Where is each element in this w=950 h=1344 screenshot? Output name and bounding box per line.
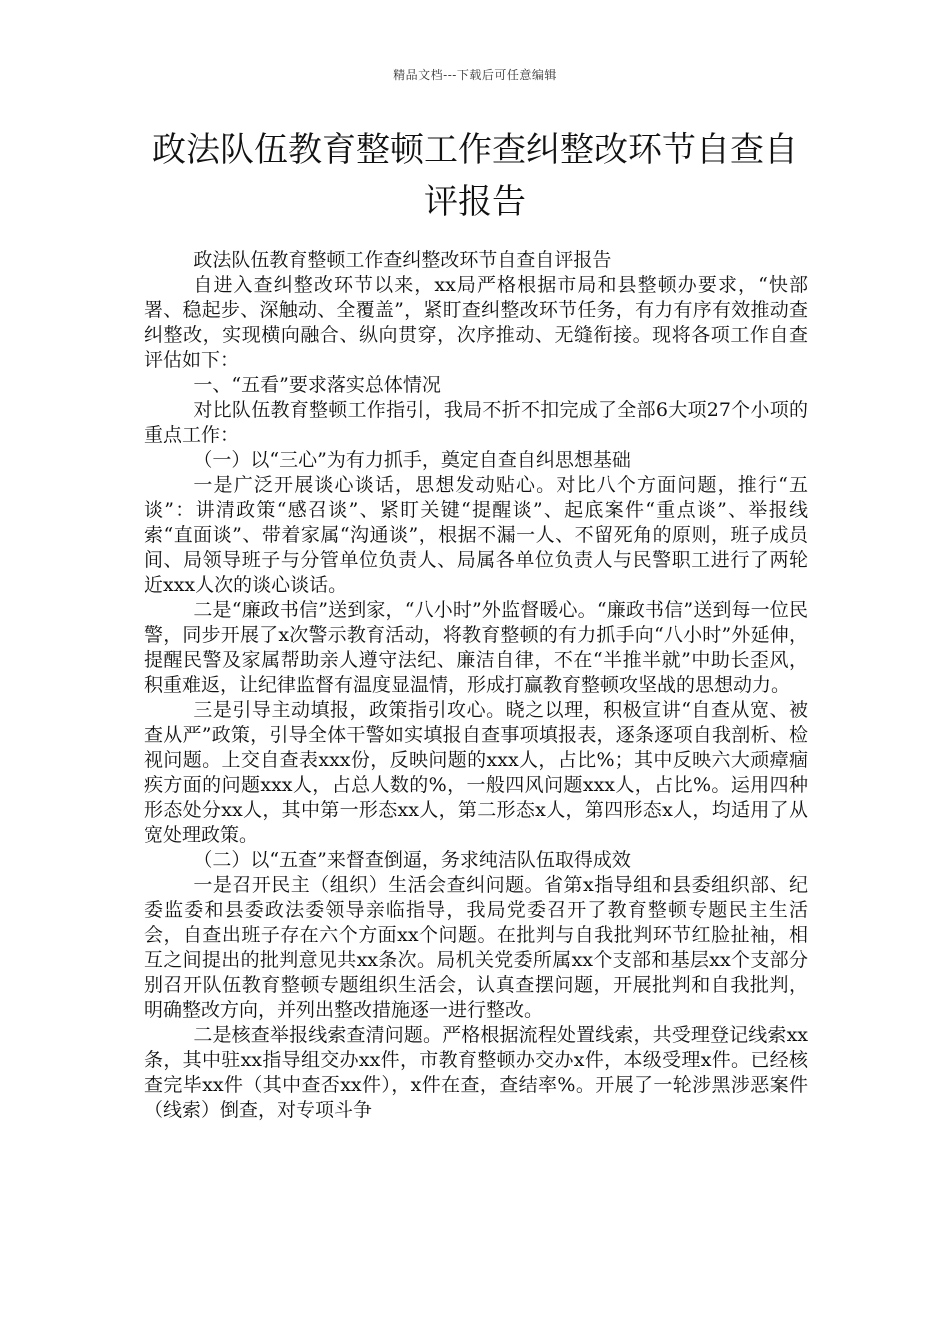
paragraph: 二是“廉政书信”送到家，“八小时”外监督暖心。“廉政书信”送到每一位民警，同步开展了x次警示教育活动，将教育整顿的有力抓手向“八小时”外延伸，提醒民警及家属帮助亲人遵守法纪、廉洁自律，不在“半推半就”中助长歪风，积重难返，让纪律监督有温度显温情，形成打赢教育整顿攻坚战的思想动力。 [144,599,808,696]
paragraph: 自进入查纠整改环节以来，xx局严格根据市局和县整顿办要求，“快部署、稳起步、深触动、全覆盖”，紧盯查纠整改环节任务，有力有序有效推动查纠整改，实现横向融合、纵向贯穿，次序推动、无缝衔接。现将各项工作自查评估如下： [144,274,808,371]
paragraph: 一是召开民主（组织）生活会查纠问题。省第x指导组和县委组织部、纪委监委和县委政法委领导亲临指导，我局党委召开了教育整顿专题民主生活会，自查出班子存在六个方面xx个问题。在批判与自我批判环节红脸扯袖，相互之间提出的批判意见共xx条次。局机关党委所属xx个支部和基层xx个支部分别召开队伍教育整顿专题组织生活会，认真查摆问题，开展批判和自我批判，明确整改方向，并列出整改措施逐一进行整改。 [144,874,808,1021]
header-note: 精品文档---下载后可任意编辑 [393,68,557,82]
paragraph: 二是核查举报线索查清问题。严格根据流程处置线索，共受理登记线索xx条，其中驻xx指导组交办xx件，市教育整顿办交办x件，本级受理x件。已经核查完毕xx件（其中查否xx件），x件在查，查结率%。开展了一轮涉黑涉恶案件（线索）倒查，对专项斗争 [144,1024,808,1121]
paragraph: 一是广泛开展谈心谈话，思想发动贴心。对比八个方面问题，推行“五谈”：讲清政策“感召谈”、紧盯关键“提醒谈”、起底案件“重点谈”、举报线索“直面谈”、带着家属“沟通谈”，根据不漏一人、不留死角的原则，班子成员间、局领导班子与分管单位负责人、局属各单位负责人与民警职工进行了两轮近xxx人次的谈心谈话。 [144,474,808,596]
section-heading: 一、“五看”要求落实总体情况 [193,374,441,396]
document-body [144,248,808,1123]
paragraph: 对比队伍教育整顿工作指引，我局不折不扣完成了全部6大项27个小项的重点工作： [144,399,808,446]
subsection-heading: （二）以“五查”来督查倒逼，务求纯洁队伍取得成效 [193,849,631,871]
subsection-heading: （一）以“三心”为有力抓手，奠定自查自纠思想基础 [193,449,631,471]
paragraph: 政法队伍教育整顿工作查纠整改环节自查自评报告 [193,249,612,271]
document-title: 政法队伍教育整顿工作查纠整改环节自查自评报告 [152,130,798,222]
paragraph: 三是引导主动填报，政策指引攻心。晓之以理，积极宣讲“自查从宽、被查从严”政策，引导全体干警如实填报自查事项填报表，逐条逐项自我剖析、检视问题。上交自查表xxx份，反映问题的xxx人，占比%；其中反映六大顽瘴痼疾方面的问题xxx人，占总人数的%，一般四风问题xxx人，占比%。运用四种形态处分xx人，其中第一形态xx人，第二形态x人，第四形态x人，均适用了从宽处理政策。 [144,699,808,846]
